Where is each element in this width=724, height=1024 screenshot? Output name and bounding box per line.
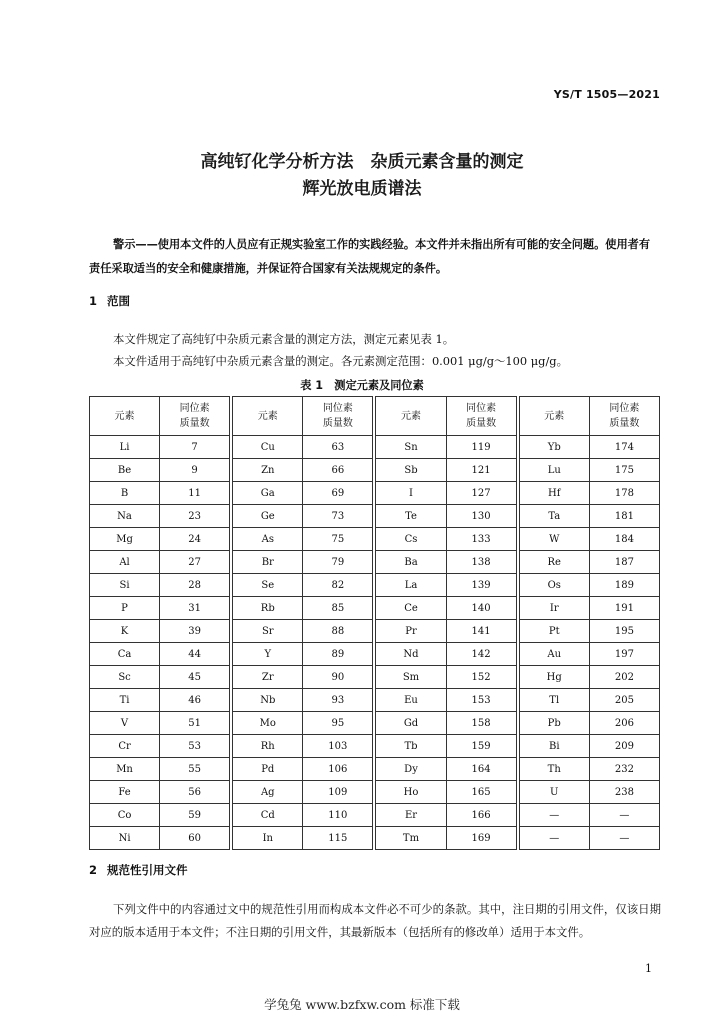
mass-number-cell: 238	[589, 781, 659, 804]
mass-number-cell: 166	[446, 804, 516, 827]
element-cell: Na	[90, 505, 160, 528]
header-isotope-line2: 质量数	[466, 418, 497, 429]
scope-paragraph-2: 本文件适用于高纯钌中杂质元素含量的测定。各元素测定范围：0.001 μg/g～100 μg/g。	[113, 354, 568, 368]
table-row	[90, 436, 660, 459]
element-cell: La	[376, 574, 446, 597]
mass-number-cell: 205	[589, 689, 659, 712]
element-cell: —	[519, 827, 589, 850]
element-cell: Cu	[233, 436, 303, 459]
header-isotope-line1: 同位素	[322, 403, 353, 414]
element-cell: Rb	[233, 597, 303, 620]
element-cell: Sn	[376, 436, 446, 459]
mass-number-cell: 174	[589, 436, 659, 459]
table-row	[90, 666, 660, 689]
element-cell: W	[519, 528, 589, 551]
mass-number-cell: 79	[303, 551, 373, 574]
element-cell: Pt	[519, 620, 589, 643]
table-caption: 表 1 测定元素及同位素	[300, 379, 424, 392]
mass-number-cell: 153	[446, 689, 516, 712]
table-row	[90, 781, 660, 804]
page-number: 1	[645, 962, 652, 975]
element-cell: Ni	[90, 827, 160, 850]
element-cell: Au	[519, 643, 589, 666]
element-cell: Zr	[233, 666, 303, 689]
mass-number-cell: 140	[446, 597, 516, 620]
mass-number-cell: 90	[303, 666, 373, 689]
element-cell: K	[90, 620, 160, 643]
mass-number-cell: 121	[446, 459, 516, 482]
mass-number-cell: 44	[160, 643, 230, 666]
mass-number-cell: 142	[446, 643, 516, 666]
section-1-number: 1	[89, 294, 98, 308]
mass-number-cell: 63	[303, 436, 373, 459]
isotope-table	[89, 396, 660, 850]
element-cell: B	[90, 482, 160, 505]
header-isotope-line2: 质量数	[322, 418, 353, 429]
mass-number-cell: 191	[589, 597, 659, 620]
element-cell: Eu	[376, 689, 446, 712]
mass-number-cell: 139	[446, 574, 516, 597]
header-isotope	[446, 397, 516, 436]
document-title-line2: 辉光放电质谱法	[302, 179, 422, 199]
mass-number-cell: 89	[303, 643, 373, 666]
header-element: 元素	[90, 397, 160, 436]
mass-number-cell: 82	[303, 574, 373, 597]
table-row	[90, 528, 660, 551]
section-2-title: 规范性引用文件	[107, 863, 188, 877]
mass-number-cell: 95	[303, 712, 373, 735]
mass-number-cell: 60	[160, 827, 230, 850]
mass-number-cell: 66	[303, 459, 373, 482]
mass-number-cell: 53	[160, 735, 230, 758]
mass-number-cell: 206	[589, 712, 659, 735]
element-cell: Hf	[519, 482, 589, 505]
safety-warning: 警示——使用本文件的人员应有正规实验室工作的实践经验。本文件并未指出所有可能的安全问题。使用者有责任采取适当的安全和健康措施，并保证符合国家有关法规规定的条件。	[89, 238, 651, 275]
element-cell: Ag	[233, 781, 303, 804]
header-isotope-line1: 同位素	[179, 403, 210, 414]
header-isotope	[160, 397, 230, 436]
section-2-heading	[89, 862, 188, 878]
element-cell: Er	[376, 804, 446, 827]
mass-number-cell: 39	[160, 620, 230, 643]
element-cell: Ce	[376, 597, 446, 620]
element-cell: Bi	[519, 735, 589, 758]
mass-number-cell: 46	[160, 689, 230, 712]
mass-number-cell: 9	[160, 459, 230, 482]
element-cell: Li	[90, 436, 160, 459]
element-cell: Sm	[376, 666, 446, 689]
mass-number-cell: 141	[446, 620, 516, 643]
mass-number-cell: 45	[160, 666, 230, 689]
mass-number-cell: 164	[446, 758, 516, 781]
mass-number-cell: 169	[446, 827, 516, 850]
mass-number-cell: —	[589, 804, 659, 827]
mass-number-cell: 23	[160, 505, 230, 528]
header-element: 元素	[376, 397, 446, 436]
mass-number-cell: 55	[160, 758, 230, 781]
element-cell: Lu	[519, 459, 589, 482]
mass-number-cell: 11	[160, 482, 230, 505]
element-cell: I	[376, 482, 446, 505]
element-cell: In	[233, 827, 303, 850]
mass-number-cell: 109	[303, 781, 373, 804]
mass-number-cell: 195	[589, 620, 659, 643]
mass-number-cell: 7	[160, 436, 230, 459]
mass-number-cell: 28	[160, 574, 230, 597]
element-cell: Cd	[233, 804, 303, 827]
element-cell: Be	[90, 459, 160, 482]
mass-number-cell: 175	[589, 459, 659, 482]
mass-number-cell: 152	[446, 666, 516, 689]
header-isotope-line2: 质量数	[179, 418, 210, 429]
element-cell: Ho	[376, 781, 446, 804]
mass-number-cell: 202	[589, 666, 659, 689]
element-cell: Pd	[233, 758, 303, 781]
mass-number-cell: 189	[589, 574, 659, 597]
element-cell: Os	[519, 574, 589, 597]
mass-number-cell: 31	[160, 597, 230, 620]
document-title-line1: 高纯钌化学分析方法 杂质元素含量的测定	[200, 152, 524, 172]
element-cell: Zn	[233, 459, 303, 482]
element-cell: Fe	[90, 781, 160, 804]
element-cell: Co	[90, 804, 160, 827]
element-cell: Ga	[233, 482, 303, 505]
element-cell: Tl	[519, 689, 589, 712]
table-header-row	[90, 397, 660, 436]
mass-number-cell: 165	[446, 781, 516, 804]
header-isotope	[303, 397, 373, 436]
element-cell: Dy	[376, 758, 446, 781]
element-cell: Se	[233, 574, 303, 597]
element-cell: Mo	[233, 712, 303, 735]
table-row	[90, 551, 660, 574]
mass-number-cell: 75	[303, 528, 373, 551]
table-row	[90, 459, 660, 482]
element-cell: Br	[233, 551, 303, 574]
element-cell: Y	[233, 643, 303, 666]
mass-number-cell: 158	[446, 712, 516, 735]
element-cell: Mg	[90, 528, 160, 551]
element-cell: Tb	[376, 735, 446, 758]
normative-references-paragraph: 下列文件中的内容通过文中的规范性引用而构成本文件必不可少的条款。其中，注日期的引用文件，仅该日期对应的版本适用于本文件；不注日期的引用文件，其最新版本（包括所有的修改单）适用于本文件。	[89, 902, 661, 939]
mass-number-cell: 130	[446, 505, 516, 528]
element-cell: Ti	[90, 689, 160, 712]
element-cell: Sr	[233, 620, 303, 643]
table-row	[90, 827, 660, 850]
mass-number-cell: 184	[589, 528, 659, 551]
element-cell: Si	[90, 574, 160, 597]
element-cell: Re	[519, 551, 589, 574]
table-row	[90, 597, 660, 620]
element-cell: As	[233, 528, 303, 551]
table-row	[90, 620, 660, 643]
element-cell: Ge	[233, 505, 303, 528]
element-cell: Nb	[233, 689, 303, 712]
table-row	[90, 689, 660, 712]
mass-number-cell: 209	[589, 735, 659, 758]
header-isotope-line1: 同位素	[466, 403, 497, 414]
mass-number-cell: 103	[303, 735, 373, 758]
table-row	[90, 505, 660, 528]
header-element: 元素	[233, 397, 303, 436]
header-isotope	[589, 397, 659, 436]
section-2-number: 2	[89, 863, 98, 877]
element-cell: —	[519, 804, 589, 827]
mass-number-cell: 88	[303, 620, 373, 643]
mass-number-cell: 73	[303, 505, 373, 528]
element-cell: Sc	[90, 666, 160, 689]
mass-number-cell: —	[589, 827, 659, 850]
table-row	[90, 804, 660, 827]
table-row	[90, 735, 660, 758]
element-cell: Nd	[376, 643, 446, 666]
element-cell: Cs	[376, 528, 446, 551]
mass-number-cell: 133	[446, 528, 516, 551]
mass-number-cell: 56	[160, 781, 230, 804]
table-body	[90, 436, 660, 850]
table-row	[90, 643, 660, 666]
element-cell: Ir	[519, 597, 589, 620]
mass-number-cell: 232	[589, 758, 659, 781]
mass-number-cell: 93	[303, 689, 373, 712]
header-isotope-line1: 同位素	[609, 403, 640, 414]
mass-number-cell: 51	[160, 712, 230, 735]
element-cell: Sb	[376, 459, 446, 482]
footer-watermark: 学兔兔 www.bzfxw.com 标准下载	[264, 997, 460, 1012]
mass-number-cell: 85	[303, 597, 373, 620]
header-isotope-line2: 质量数	[609, 418, 640, 429]
mass-number-cell: 187	[589, 551, 659, 574]
mass-number-cell: 138	[446, 551, 516, 574]
mass-number-cell: 69	[303, 482, 373, 505]
mass-number-cell: 27	[160, 551, 230, 574]
mass-number-cell: 197	[589, 643, 659, 666]
element-cell: Ta	[519, 505, 589, 528]
mass-number-cell: 181	[589, 505, 659, 528]
mass-number-cell: 106	[303, 758, 373, 781]
element-cell: Ca	[90, 643, 160, 666]
element-cell: Yb	[519, 436, 589, 459]
table-row	[90, 574, 660, 597]
element-cell: P	[90, 597, 160, 620]
element-cell: Hg	[519, 666, 589, 689]
mass-number-cell: 119	[446, 436, 516, 459]
element-cell: Cr	[90, 735, 160, 758]
standard-code: YS/T 1505—2021	[553, 88, 660, 101]
element-cell: Pb	[519, 712, 589, 735]
element-cell: Te	[376, 505, 446, 528]
table-row	[90, 758, 660, 781]
mass-number-cell: 127	[446, 482, 516, 505]
table-row	[90, 712, 660, 735]
element-cell: Th	[519, 758, 589, 781]
element-cell: Mn	[90, 758, 160, 781]
mass-number-cell: 59	[160, 804, 230, 827]
element-cell: Tm	[376, 827, 446, 850]
mass-number-cell: 24	[160, 528, 230, 551]
header-element: 元素	[519, 397, 589, 436]
section-1-heading	[89, 293, 130, 309]
element-cell: Ba	[376, 551, 446, 574]
mass-number-cell: 115	[303, 827, 373, 850]
element-cell: U	[519, 781, 589, 804]
element-cell: Al	[90, 551, 160, 574]
element-cell: V	[90, 712, 160, 735]
element-cell: Pr	[376, 620, 446, 643]
table-row	[90, 482, 660, 505]
scope-paragraph-1: 本文件规定了高纯钌中杂质元素含量的测定方法，测定元素见表 1。	[113, 332, 455, 346]
element-cell: Rh	[233, 735, 303, 758]
mass-number-cell: 178	[589, 482, 659, 505]
mass-number-cell: 159	[446, 735, 516, 758]
element-cell: Gd	[376, 712, 446, 735]
section-1-title: 范围	[107, 294, 130, 308]
mass-number-cell: 110	[303, 804, 373, 827]
